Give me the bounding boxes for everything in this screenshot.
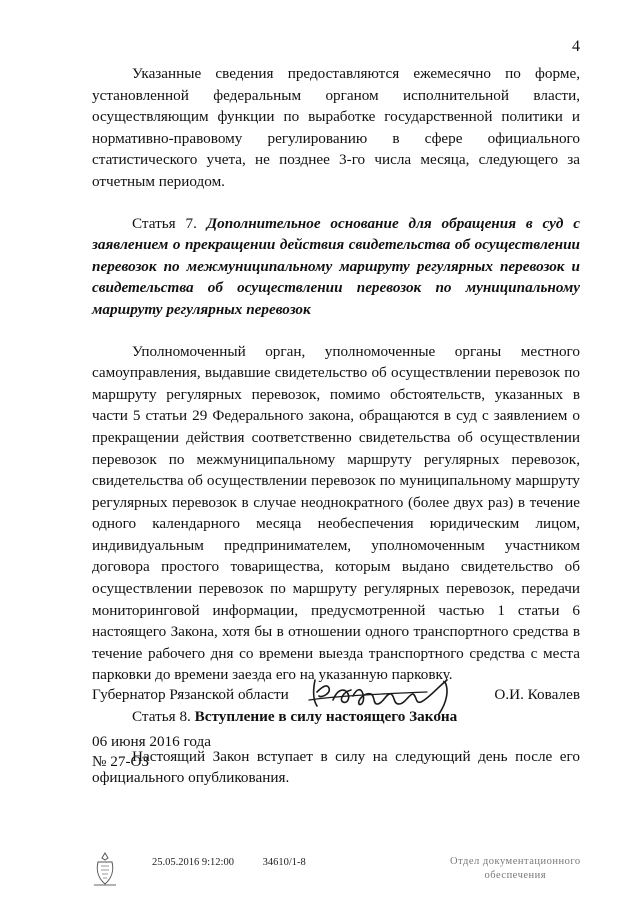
handwritten-signature [307, 670, 477, 723]
footer-registration [152, 857, 332, 868]
signature-row [92, 670, 580, 720]
signatory-name: О.И. Ковалев [494, 686, 580, 703]
coat-of-arms-icon [90, 850, 120, 895]
date-block [92, 732, 211, 772]
department-stamp [450, 855, 581, 883]
article-8-title: Вступление в силу настоящего Закона [194, 708, 458, 726]
article-7-label: Статья 7. [132, 214, 197, 232]
article-7-body: Уполномоченный орган, уполномоченные органы местного самоуправления, выдавшие свидетельство об осуществлении перевозок по маршруту регулярных перевозок, помимо обстоятельств, указанных в части 5 статьи 29 Федерального закона, обращаются в суд с заявлением о прекращении действия соответственно свидетельства об осуществлении перевозок по межмуниципальному маршруту регулярных перевозок, свидетельства об осуществлении перевозок по муниципальному маршруту регулярных перевозок в случае неоднократного (более двух раз) в течение одного календарного месяца необеспечения юридическим лицом, индивидуальным предпринимателем, уполномоченным участником договора простого товарищества, которым выдано свидетельство об осуществлении перевозок по маршруту регулярных перевозок, передачи мониторинговой информации, предусмотренной частью 1 статьи 6 настоящего Закона, хотя бы в отношении одного транспортного средства в течение рабочего дня со времени выезда транспортного средства с места парковки до времени заезда его на указанную парковку. [92, 342, 580, 684]
article-8-label: Статья 8. [132, 708, 191, 726]
law-number: № 27-ОЗ [92, 753, 150, 770]
footer-timestamp: 25.05.2016 9:12:00 [152, 857, 234, 868]
signature-title: Губернатор Рязанской области [92, 686, 289, 703]
page-number: 4 [572, 38, 580, 55]
law-date: 06 июня 2016 года [92, 733, 212, 750]
paragraph-reporting: Указанные сведения предоставляются ежемесячно по форме, установленной федеральным органом исполнительной власти, осуществляющим функции по выработке государственной политики и нормативно-правовому регулированию в сфере официального статистического учета, не позднее 3-го числа месяца, следующего за отчетным периодом. [92, 65, 580, 190]
department-stamp-line2: обеспечения [484, 870, 547, 881]
article-7-title: Дополнительное основание для обращения в суд с заявлением о прекращении действия свидетельства об осуществлении перевозок по межмуниципальному маршруту регулярных перевозок и свидетельства об осуществлении перевозок по муниципальному маршруту регулярных перевозок [92, 214, 580, 318]
article-8-body: Настоящий Закон вступает в силу на следующий день после его официального опубликования. [92, 747, 580, 787]
footer-doc-id: 34610/1-8 [262, 857, 306, 868]
article-7-heading [92, 213, 580, 321]
department-stamp-line1: Отдел документационного [450, 856, 581, 867]
